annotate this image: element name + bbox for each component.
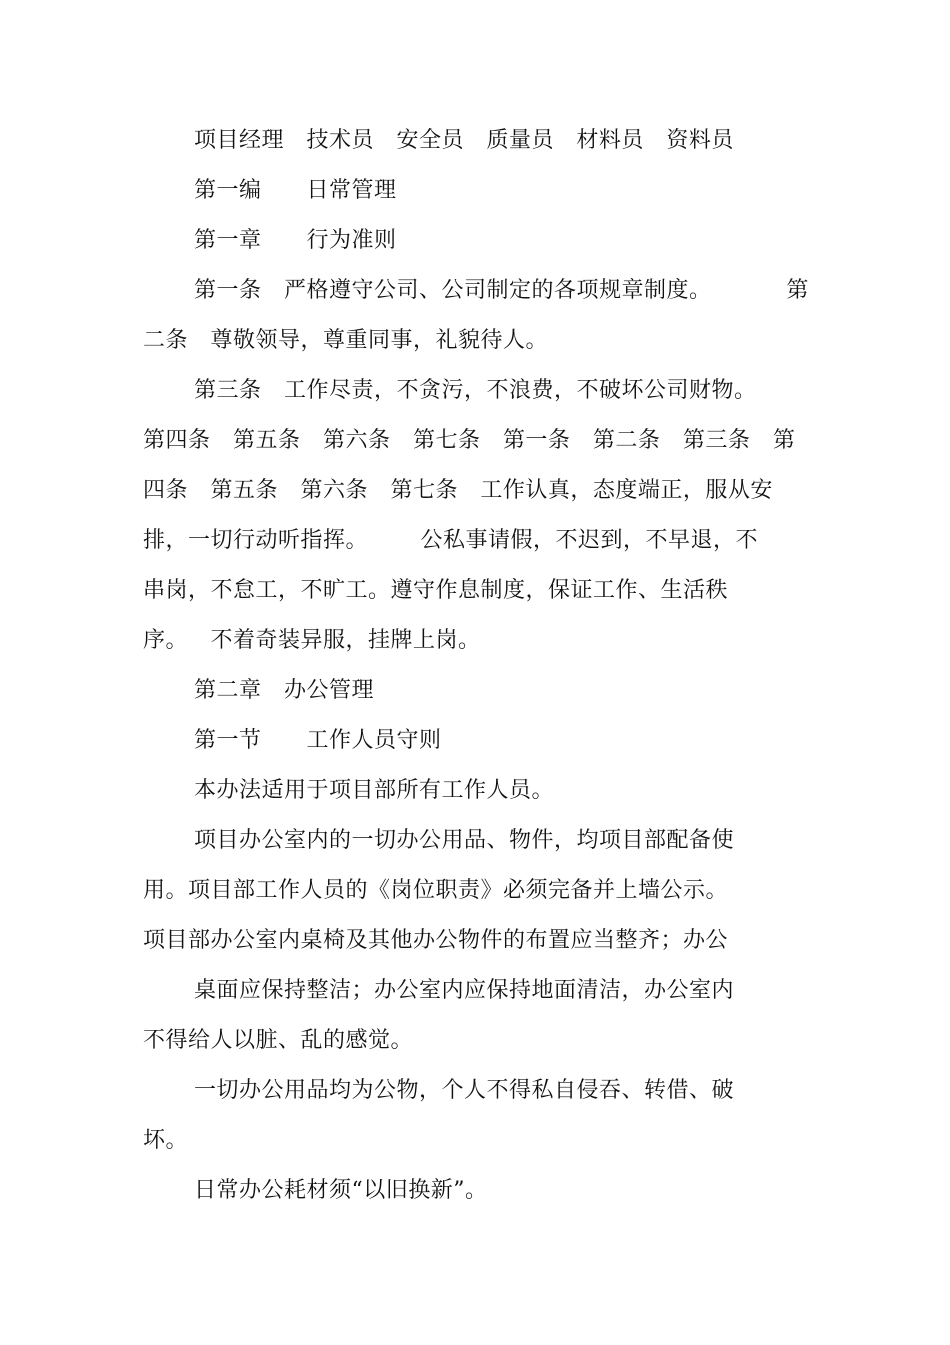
paragraph-line: 桌面应保持整洁；办公室内应保持地面清洁，办公室内 <box>194 978 735 1003</box>
chapter-heading: 第一章 行为准则 <box>194 228 397 253</box>
paragraph-line: 项目部办公室内桌椅及其他办公物件的布置应当整齐；办公 <box>143 928 729 953</box>
paragraph-line: 二条 尊敬领导，尊重同事，礼貌待人。 <box>143 328 548 353</box>
paragraph-line: 串岗，不怠工，不旷工。遵守作息制度，保证工作、生活秩 <box>143 578 729 603</box>
staff-roles-line: 项目经理 技术员 安全员 质量员 材料员 资料员 <box>194 128 734 153</box>
paragraph-line: 序。 不着奇装异服，挂牌上岗。 <box>143 628 481 653</box>
paragraph-line: 第一条 严格遵守公司、公司制定的各项规章制度。 第 <box>194 278 809 303</box>
paragraph-line: 项目办公室内的一切办公用品、物件，均项目部配备使 <box>194 828 735 853</box>
paragraph-line: 不得给人以脏、乱的感觉。 <box>143 1028 414 1053</box>
paragraph-line: 坏。 <box>143 1128 189 1153</box>
paragraph-line: 本办法适用于项目部所有工作人员。 <box>194 778 555 803</box>
paragraph-line: 第四条 第五条 第六条 第七条 第一条 第二条 第三条 第 <box>143 428 796 453</box>
paragraph-line: 排，一切行动听指挥。 公私事请假，不迟到，不早退，不 <box>143 528 758 553</box>
paragraph-line: 第三条 工作尽责，不贪污，不浪费，不破坏公司财物。 <box>194 378 757 403</box>
paragraph-line: 用。项目部工作人员的《岗位职责》必须完备并上墙公示。 <box>143 878 729 903</box>
paragraph-line: 一切办公用品均为公物，个人不得私自侵吞、转借、破 <box>194 1078 735 1103</box>
paragraph-line: 四条 第五条 第六条 第七条 工作认真，态度端正，服从安 <box>143 478 773 503</box>
paragraph-line: 日常办公耗材须“以旧换新”。 <box>194 1178 488 1203</box>
chapter-heading: 第二章 办公管理 <box>194 678 374 703</box>
part-heading: 第一编 日常管理 <box>194 178 397 203</box>
section-heading: 第一节 工作人员守则 <box>194 728 442 753</box>
